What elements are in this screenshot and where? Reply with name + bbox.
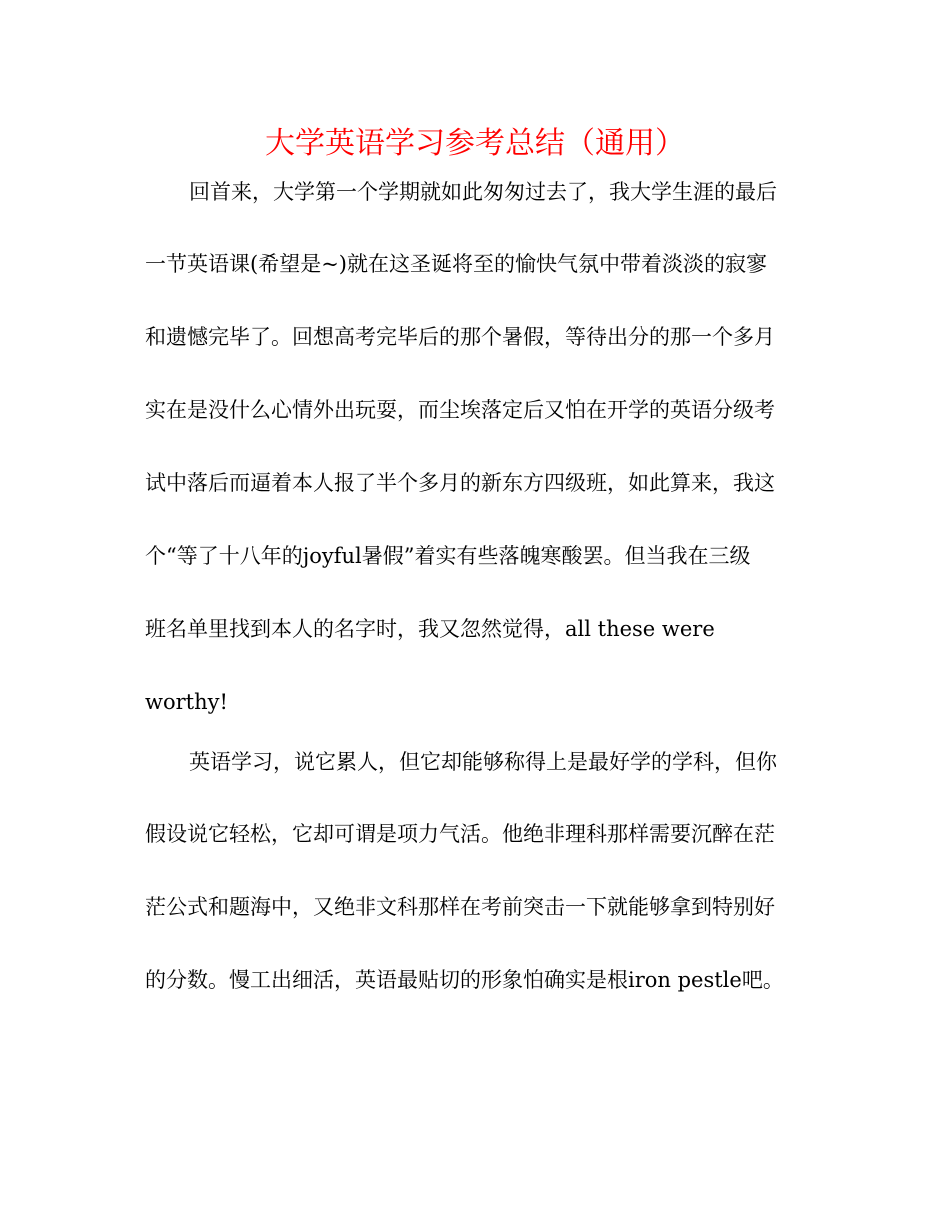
- paragraph-1-line-4: 实在是没什么心情外出玩耍，而尘埃落定后又怕在开学的英语分级考: [145, 398, 775, 422]
- paragraph-1-line-3: 和遗憾完毕了。回想高考完毕后的那个暑假，等待出分的那一个多月: [145, 325, 775, 349]
- paragraph-2-line-2: 假设说它轻松，它却可谓是项力气活。他绝非理科那样需要沉醉在茫: [145, 822, 775, 846]
- paragraph-1-line-5: 试中落后而逼着本人报了半个多月的新东方四级班，如此算来，我这: [145, 471, 775, 495]
- paragraph-1-line-2: 一节英语课(希望是~)就在这圣诞将至的愉快气氛中带着淡淡的寂寥: [145, 252, 767, 276]
- paragraph-2-line-1: 英语学习，说它累人，但它却能够称得上是最好学的学科，但你: [189, 750, 777, 774]
- paragraph-2-line-3: 茫公式和题海中，又绝非文科那样在考前突击一下就能够拿到特别好: [145, 895, 775, 919]
- paragraph-1-line-1: 回首来，大学第一个学期就如此匆匆过去了，我大学生涯的最后: [189, 180, 777, 204]
- document-title: 大学英语学习参考总结（通用）: [265, 126, 685, 161]
- paragraph-1-line-6: 个“等了十八年的joyful暑假”着实有些落魄寒酸罢。但当我在三级: [145, 544, 751, 568]
- paragraph-1-line-7: 班名单里找到本人的名字时，我又忽然觉得，all these were: [145, 617, 715, 641]
- paragraph-2-line-4: 的分数。慢工出细活，英语最贴切的形象怕确实是根iron pestle吧。: [145, 968, 784, 992]
- paragraph-1-line-8: worthy!: [145, 690, 228, 714]
